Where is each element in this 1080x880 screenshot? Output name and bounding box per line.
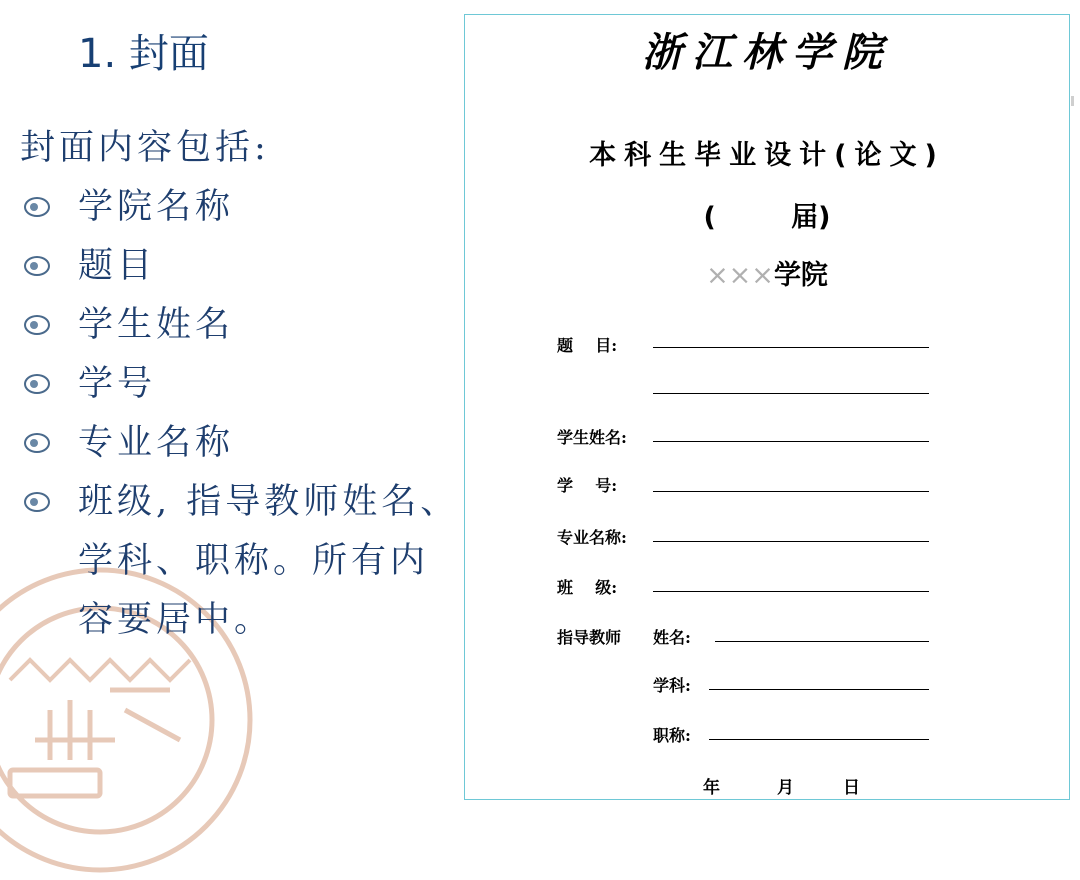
field-line bbox=[653, 491, 929, 492]
field-label-advisor-name: 姓名: bbox=[653, 628, 691, 647]
bullet-list bbox=[24, 178, 464, 650]
edge-marker bbox=[1071, 96, 1074, 106]
bullet-icon bbox=[24, 315, 50, 335]
field-line bbox=[653, 541, 929, 542]
cover-heading: 本科生毕业设计(论文) bbox=[589, 140, 945, 171]
field-label-topic: 题 目: bbox=[557, 336, 618, 355]
field-line bbox=[715, 641, 929, 642]
field-line bbox=[653, 441, 929, 442]
cover-page-sample bbox=[464, 14, 1070, 800]
field-label-advisor-subject: 学科: bbox=[653, 676, 691, 695]
bullet-icon bbox=[24, 492, 50, 512]
slide-title: 1. 封面 bbox=[78, 31, 209, 77]
list-item: 专业名称 bbox=[24, 414, 464, 473]
cover-session: ( 届) bbox=[703, 202, 831, 233]
field-label-class: 班 级: bbox=[557, 578, 618, 597]
field-label-major: 专业名称: bbox=[557, 528, 627, 547]
date-day: 日 bbox=[843, 778, 860, 798]
list-item: 学号 bbox=[24, 355, 464, 414]
list-item: 题目 bbox=[24, 237, 464, 296]
list-item: 学生姓名 bbox=[24, 296, 464, 355]
field-label-advisor: 指导教师 bbox=[557, 628, 622, 647]
college-placeholder: ××× bbox=[706, 260, 774, 291]
bullet-icon bbox=[24, 374, 50, 394]
intro-text: 封面内容包括: bbox=[20, 128, 270, 168]
field-line bbox=[709, 689, 929, 690]
cover-college bbox=[465, 253, 1069, 292]
school-name: 浙江林学院 bbox=[642, 29, 892, 76]
field-line bbox=[709, 739, 929, 740]
bullet-icon bbox=[24, 197, 50, 217]
bullet-icon bbox=[24, 433, 50, 453]
field-line bbox=[653, 393, 929, 394]
field-line bbox=[653, 347, 929, 348]
list-item: 学院名称 bbox=[24, 178, 464, 237]
field-label-advisor-title: 职称: bbox=[653, 726, 691, 745]
field-label-student-name: 学生姓名: bbox=[557, 428, 627, 447]
field-line bbox=[653, 591, 929, 592]
date-month: 月 bbox=[777, 778, 794, 798]
date-year: 年 bbox=[703, 778, 720, 798]
college-suffix: 学院 bbox=[773, 260, 828, 291]
field-label-student-id: 学 号: bbox=[557, 476, 618, 495]
bullet-icon bbox=[24, 256, 50, 276]
list-item: 班级, 指导教师姓名、学科、职称。所有内容要居中。 bbox=[24, 473, 464, 650]
